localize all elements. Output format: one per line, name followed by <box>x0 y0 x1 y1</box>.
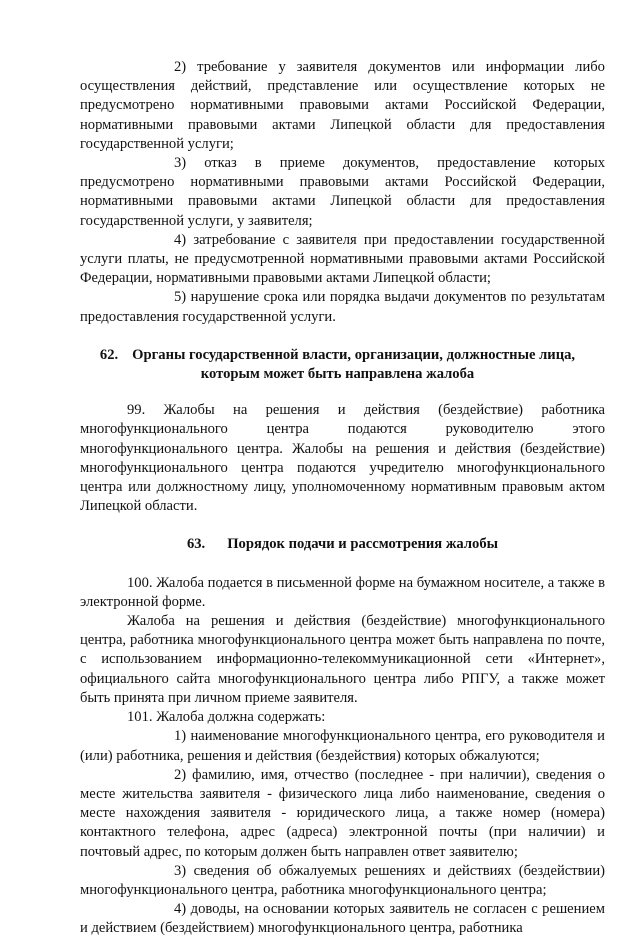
item-text: затребование с заявителя при предоставлении государственной услуги платы, не предусмотренной нормативными правовыми актами Российской Федерации, нормативными правовыми актами Липецкой области; <box>80 231 605 287</box>
item-number: 2) <box>174 766 187 783</box>
item-text: сведения об обжалуемых решениях и действиях (бездействии) многофункционального центра, работника многофункционального центра; <box>80 862 605 898</box>
list-item <box>80 766 605 862</box>
section-title: Порядок подачи и рассмотрения жалобы <box>227 536 499 553</box>
section-heading-63 <box>80 535 605 554</box>
list-item <box>80 288 605 326</box>
paragraph-100: 100. Жалоба подается в письменной форме на бумажном носителе, а также в электронной форме. <box>80 574 605 610</box>
item-text: нарушение срока или порядка выдачи документов по результатам предоставления государственной услуги. <box>80 289 605 325</box>
item-number: 2) <box>174 59 187 75</box>
section-heading-62 <box>80 346 605 384</box>
item-text: требование у заявителя документов или информации либо осуществления действий, представление или осуществление которых не предусмотрено нормативными правовыми актами Российской Федерации, нормативными правовыми актами Липецкой области для предоставления государственной услуги; <box>80 59 605 152</box>
section-title: Органы государственной власти, организации, должностные лица, которым может быть направлена жалоба <box>132 346 576 383</box>
item-number: 3) <box>174 862 187 879</box>
item-text: отказ в приеме документов, предоставление которых предусмотрено нормативными правовыми актами Российской Федерации, нормативными правовыми актами Липецкой области для предоставления государственной услуги, у заявителя; <box>80 155 605 229</box>
item-number: 5) <box>174 289 187 306</box>
section-number: 62. <box>99 346 119 363</box>
list-item <box>80 154 605 231</box>
list-item <box>80 727 605 765</box>
item-text: доводы, на основании которых заявитель не согласен с решением и действием (бездействием) многофункционального центра, работника <box>80 901 605 937</box>
item-number: 1) <box>174 728 187 745</box>
item-number: 3) <box>174 155 187 172</box>
item-number: 4) <box>174 901 187 918</box>
list-item <box>80 862 605 900</box>
item-number: 4) <box>174 231 187 248</box>
paragraph-100-complaint: Жалоба на решения и действия (бездействие) многофункционального центра, работника многофункционального центра может быть направлена по почте, с использованием информационно-телекоммуникационной сети «Интернет», официального сайта многофункционального центра либо РПГУ, а также может быть принята при личном приеме заявителя. <box>80 613 605 706</box>
document-body <box>80 58 605 939</box>
item-text: фамилию, имя, отчество (последнее - при наличии), сведения о месте жительства заявителя - физического лица либо наименование, сведения о месте нахождения заявителя - юридического лица, а также номер (номера) контактного телефона, адрес (адреса) электронной почты (при наличии) и почтовый адрес, по которым должен быть направлен ответ заявителю; <box>80 766 605 860</box>
list-item <box>80 58 605 154</box>
list-item <box>80 900 605 938</box>
item-text: наименование многофункционального центра, его руководителя и (или) работника, решения и действия (бездействия) которых обжалуются; <box>80 728 605 764</box>
list-item <box>80 231 605 289</box>
paragraph-99: 99. Жалобы на решения и действия (бездействие) работника многофункционального центра подаются руководителю этого многофункционального центра. Жалобы на решения и действия (бездействие) многофункционального центра подаются учредителю многофункционального центра или должностному лицу, уполномоченному нормативным правовым актом Липецкой области. <box>80 402 605 515</box>
paragraph-101: 101. Жалоба должна содержать: <box>127 709 326 726</box>
section-number: 63. <box>186 536 206 553</box>
